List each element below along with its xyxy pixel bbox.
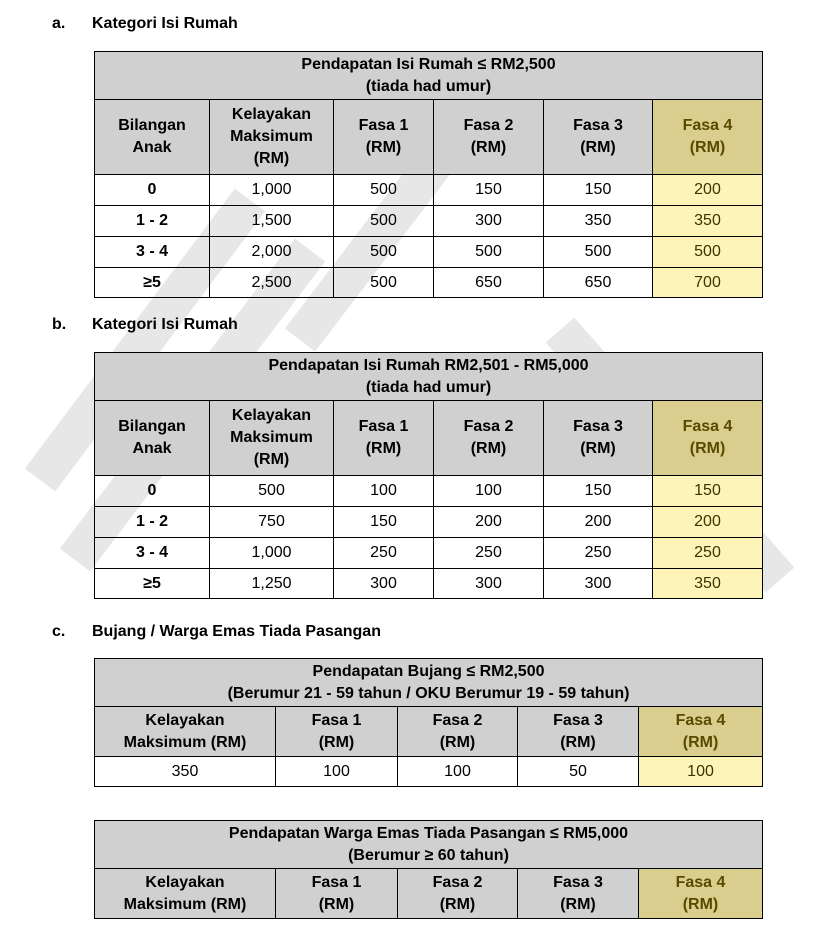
section-letter: c. — [52, 623, 66, 640]
cell: 100 — [398, 757, 518, 787]
table-row — [95, 175, 763, 206]
table-household-low — [94, 51, 763, 298]
column-header: Fasa 2 (RM) — [398, 869, 518, 919]
caption-line-2: (Berumur ≥ 60 tahun) — [348, 846, 509, 864]
cell: 100 — [334, 476, 434, 507]
cell: 3 - 4 — [95, 538, 210, 569]
section-title-b — [52, 316, 238, 334]
column-header-phase4: Fasa 4 (RM) — [653, 401, 763, 476]
cell: 3 - 4 — [95, 237, 210, 268]
table-household-mid — [94, 352, 763, 599]
cell-phase4: 350 — [653, 206, 763, 237]
table-row — [95, 206, 763, 237]
cell: 350 — [95, 757, 276, 787]
cell: 350 — [544, 206, 653, 237]
cell: 150 — [544, 175, 653, 206]
cell: 500 — [434, 237, 544, 268]
column-header: Fasa 2 (RM) — [434, 401, 544, 476]
cell: 200 — [544, 507, 653, 538]
table-row — [95, 268, 763, 298]
cell: 250 — [434, 538, 544, 569]
caption-line-2: (Berumur 21 - 59 tahun / OKU Berumur 19 - 59 tahun) — [227, 684, 630, 702]
cell-phase4: 150 — [653, 476, 763, 507]
column-header: Bilangan Anak — [95, 401, 210, 476]
cell-phase4: 200 — [653, 175, 763, 206]
table-caption — [95, 52, 763, 100]
table-caption — [95, 353, 763, 401]
section-title-text: Kategori Isi Rumah — [92, 15, 238, 32]
cell: 150 — [544, 476, 653, 507]
table-row — [95, 538, 763, 569]
cell: 750 — [210, 507, 334, 538]
cell: 500 — [334, 206, 434, 237]
column-header: Kelayakan Maksimum (RM) — [95, 707, 276, 757]
cell: 1,500 — [210, 206, 334, 237]
cell-phase4: 350 — [653, 569, 763, 599]
column-header: Fasa 3 (RM) — [518, 707, 639, 757]
table-row — [95, 507, 763, 538]
caption-line-1: Pendapatan Isi Rumah ≤ RM2,500 — [301, 55, 556, 73]
cell: 500 — [334, 268, 434, 298]
column-header: Kelayakan Maksimum (RM) — [210, 401, 334, 476]
section-title-a — [52, 15, 238, 33]
column-header: Fasa 3 (RM) — [518, 869, 639, 919]
table-row — [95, 569, 763, 599]
cell: 100 — [434, 476, 544, 507]
cell: 1,250 — [210, 569, 334, 599]
cell-phase4: 100 — [639, 757, 763, 787]
cell-phase4: 200 — [653, 507, 763, 538]
column-header: Bilangan Anak — [95, 100, 210, 175]
section-title-text: Bujang / Warga Emas Tiada Pasangan — [92, 623, 381, 640]
column-header: Kelayakan Maksimum (RM) — [210, 100, 334, 175]
cell: ≥5 — [95, 268, 210, 298]
cell-phase4: 500 — [653, 237, 763, 268]
table-single — [94, 658, 763, 787]
column-header: Fasa 1 (RM) — [276, 869, 398, 919]
cell: 250 — [334, 538, 434, 569]
column-header: Kelayakan Maksimum (RM) — [95, 869, 276, 919]
cell: 2,000 — [210, 237, 334, 268]
caption-line-1: Pendapatan Warga Emas Tiada Pasangan ≤ RM5,000 — [228, 824, 629, 842]
cell: ≥5 — [95, 569, 210, 599]
table-caption — [95, 659, 763, 707]
cell: 1 - 2 — [95, 507, 210, 538]
column-header: Fasa 1 (RM) — [334, 100, 434, 175]
caption-line-2: (tiada had umur) — [365, 77, 492, 95]
cell: 150 — [334, 507, 434, 538]
cell: 500 — [334, 175, 434, 206]
cell: 650 — [544, 268, 653, 298]
caption-line-1: Pendapatan Isi Rumah RM2,501 - RM5,000 — [268, 356, 589, 374]
section-letter: a. — [52, 15, 66, 32]
cell-phase4: 250 — [653, 538, 763, 569]
table-row — [95, 237, 763, 268]
section-title-text: Kategori Isi Rumah — [92, 316, 238, 333]
column-header: Fasa 3 (RM) — [544, 100, 653, 175]
table-caption — [95, 821, 763, 869]
cell: 300 — [434, 569, 544, 599]
column-header: Fasa 1 (RM) — [334, 401, 434, 476]
section-letter: b. — [52, 316, 67, 333]
cell: 1 - 2 — [95, 206, 210, 237]
column-header: Fasa 3 (RM) — [544, 401, 653, 476]
cell: 500 — [544, 237, 653, 268]
cell: 500 — [334, 237, 434, 268]
cell: 0 — [95, 476, 210, 507]
cell: 1,000 — [210, 175, 334, 206]
cell: 300 — [544, 569, 653, 599]
cell: 500 — [210, 476, 334, 507]
column-header: Fasa 2 (RM) — [434, 100, 544, 175]
cell: 300 — [434, 206, 544, 237]
cell: 0 — [95, 175, 210, 206]
cell: 650 — [434, 268, 544, 298]
cell: 50 — [518, 757, 639, 787]
section-title-c — [52, 623, 381, 641]
column-header: Fasa 2 (RM) — [398, 707, 518, 757]
caption-line-1: Pendapatan Bujang ≤ RM2,500 — [312, 662, 545, 680]
cell: 100 — [276, 757, 398, 787]
caption-line-2: (tiada had umur) — [365, 378, 492, 396]
cell: 1,000 — [210, 538, 334, 569]
column-header: Fasa 1 (RM) — [276, 707, 398, 757]
cell: 200 — [434, 507, 544, 538]
cell: 150 — [434, 175, 544, 206]
table-senior — [94, 820, 763, 919]
cell: 250 — [544, 538, 653, 569]
cell-phase4: 700 — [653, 268, 763, 298]
cell: 300 — [334, 569, 434, 599]
column-header-phase4: Fasa 4 (RM) — [639, 707, 763, 757]
column-header-phase4: Fasa 4 (RM) — [653, 100, 763, 175]
column-header-phase4: Fasa 4 (RM) — [639, 869, 763, 919]
cell: 2,500 — [210, 268, 334, 298]
table-row — [95, 476, 763, 507]
table-row — [95, 757, 763, 787]
